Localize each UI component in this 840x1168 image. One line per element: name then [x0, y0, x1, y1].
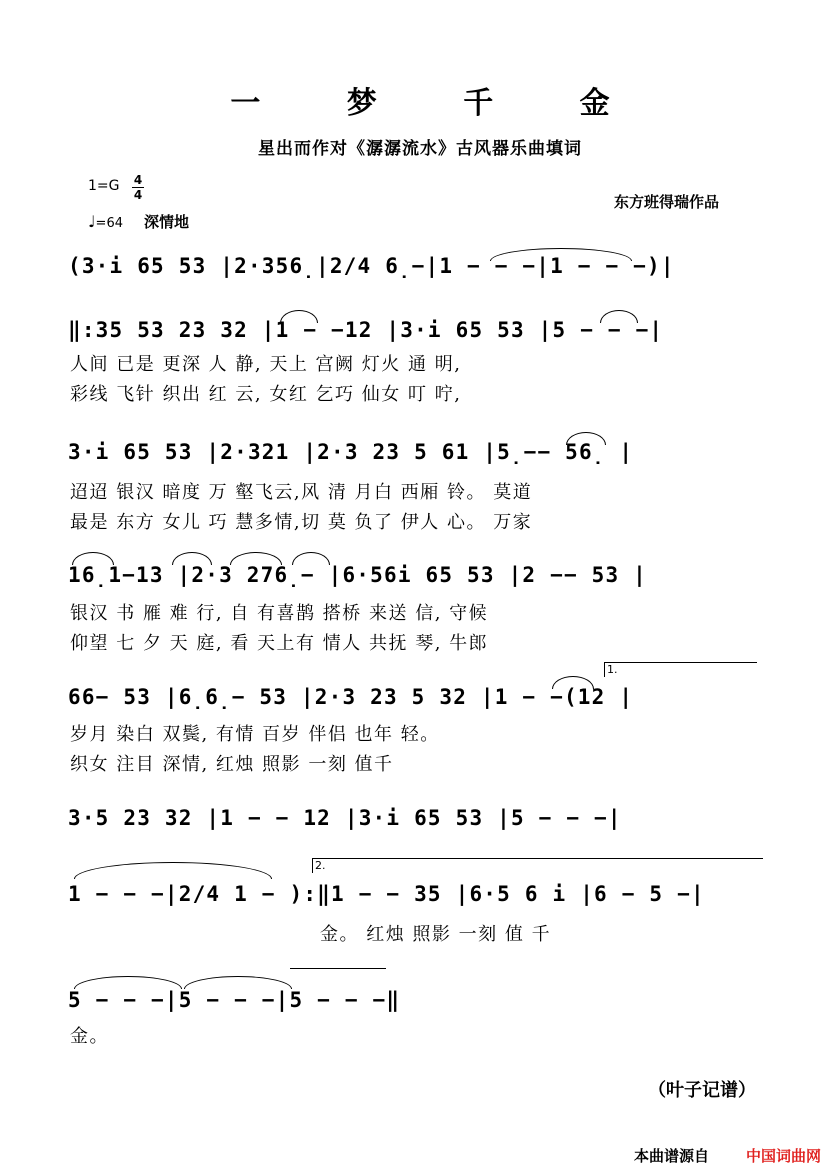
time-signature	[132, 174, 144, 201]
expression-marking: 深情地	[144, 213, 190, 231]
time-signature-numerator: 4	[133, 173, 143, 187]
slur-mark	[72, 552, 114, 565]
notation-row-3: 16̣1−13 |2·3 276̣− |6·56i 65 53 |2 −− 53 |	[68, 563, 648, 587]
source-label: 本曲谱源自	[634, 1147, 710, 1165]
slur-mark	[230, 552, 282, 565]
page-subtitle: 星出而作对《潺潺流水》古风器乐曲填词	[258, 139, 582, 159]
notation-row-0: (3·i 65 53 |2·356̣|2/4 6̣−|1 − − −|1 − − −)|	[68, 254, 675, 278]
tempo-marking	[88, 212, 123, 231]
lyric-row-2-verse-1: 迢迢 银汉 暗度 万 壑飞云,风 清 月白 西厢 铃。 莫道	[70, 482, 533, 503]
notation-row-6: 1 − − −|2/4 1 − ):‖1 − − 35 |6·5 6 i |6 − 5 −|	[68, 882, 705, 906]
composer-credit: 东方班得瑞作品	[614, 193, 720, 211]
slur-mark	[566, 432, 606, 445]
time-signature-denominator: 4	[133, 188, 143, 202]
lyric-row-3-verse-1: 银汉 书 雁 难 行, 自 有喜鹊 搭桥 来送 信, 守候	[70, 603, 489, 624]
lyric-row-4-verse-1: 岁月 染白 双鬓, 有情 百岁 伴侣 也年 轻。	[70, 724, 440, 745]
notation-row-7: 5 − − −|5 − − −|5 − − −‖	[68, 988, 401, 1012]
lyric-row-6-verse-1: 金。 红烛 照影 一刻 值 千	[320, 924, 552, 945]
site-name-link[interactable]: 中国词曲网	[746, 1147, 822, 1165]
lyric-row-7-verse-1: 金。	[70, 1026, 109, 1047]
transcriber-credit: （叶子记谱）	[648, 1080, 756, 1101]
second-ending-bracket	[312, 858, 763, 873]
second-ending-label: 2.	[315, 859, 326, 872]
notation-row-2: 3·i 65 53 |2·321 |2·3 23 5 61 |5̣−− 56̣ |	[68, 440, 634, 464]
crescendo-line	[290, 968, 386, 969]
slur-mark	[280, 310, 318, 323]
slur-mark	[552, 676, 594, 689]
slur-mark	[600, 310, 638, 323]
key-signature: 1=G	[88, 178, 120, 194]
first-ending-label: 1.	[607, 663, 618, 676]
notation-row-5: 3·5 23 32 |1 − − 12 |3·i 65 53 |5 − − −|	[68, 806, 622, 830]
lyric-row-1-verse-1: 人间 已是 更深 人 静, 天上 宫阙 灯火 通 明,	[70, 354, 462, 375]
quarter-note-icon: ♩	[88, 212, 96, 231]
lyric-row-1-verse-2: 彩线 飞针 织出 红 云, 女红 乞巧 仙女 叮 咛,	[70, 384, 462, 405]
slur-mark	[74, 862, 272, 879]
slur-mark	[172, 552, 212, 565]
lyric-row-3-verse-2: 仰望 七 夕 天 庭, 看 天上有 情人 共抚 琴, 牛郎	[70, 633, 489, 654]
slur-mark	[490, 248, 632, 261]
lyric-row-2-verse-2: 最是 东方 女儿 巧 慧多情,切 莫 负了 伊人 心。 万家	[70, 512, 533, 533]
first-ending-bracket	[604, 662, 757, 677]
notation-row-4: 66− 53 |6̣6̣− 53 |2·3 23 5 32 |1 − −(12 |	[68, 685, 634, 709]
slur-mark	[292, 552, 330, 565]
page-title: 一 梦 千 金	[230, 86, 648, 121]
notation-row-1: ‖:35 53 23 32 |1 − −12 |3·i 65 53 |5 − − −|	[68, 318, 664, 342]
tempo-value: =64	[95, 216, 123, 231]
lyric-row-4-verse-2: 织女 注目 深情, 红烛 照影 一刻 值千	[70, 754, 394, 775]
